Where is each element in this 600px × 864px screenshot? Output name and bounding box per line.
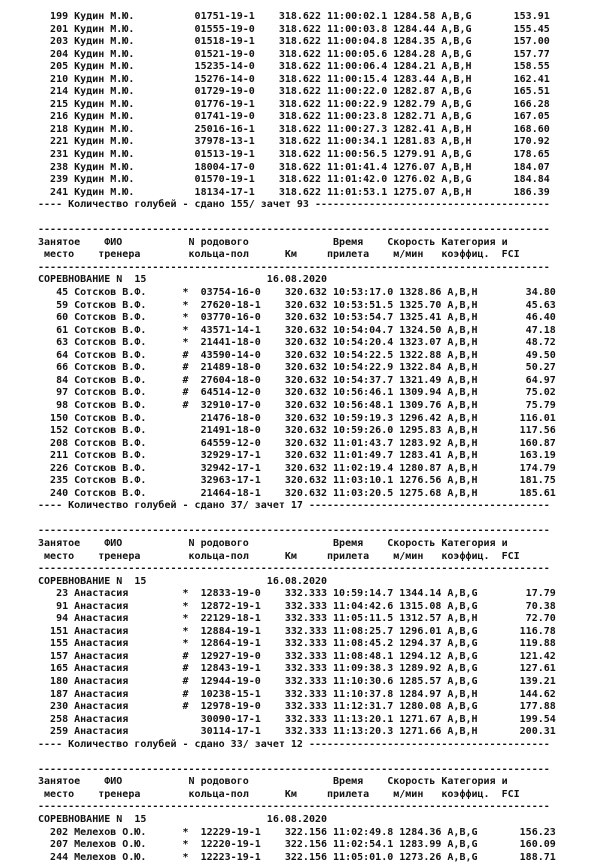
document-line (32, 212, 600, 225)
document-line: 216 Кудин М.Ю. 01741-19-0 318.622 11:00:23.8 1282.71 A,B,G 167.05 (32, 111, 550, 123)
document-line: 210 Кудин М.Ю. 15276-14-0 318.622 11:00:15.4 1283.44 A,B,H 162.41 (32, 73, 550, 85)
document-line: 241 Кудин М.Ю. 18134-17-1 318.622 11:01:53.1 1275.07 A,B,H 186.39 (32, 186, 550, 198)
document-line: 205 Кудин М.Ю. 15235-14-0 318.622 11:00:06.4 1284.21 A,B,H 158.55 (32, 61, 550, 73)
document-line: СОРЕВНОВАНИЕ N 15 16.08.2020 (32, 575, 328, 587)
document-line: 61 Сотсков В.Ф. * 43571-14-1 320.632 10:54:04.7 1324.50 A,B,H 47.18 (32, 324, 556, 336)
document-line: место тренера кольца-пол Км прилета м/мин коэффиц. FCI (32, 550, 520, 562)
document-line: 66 Сотсков В.Ф. # 21489-18-0 320.632 10:54:22.9 1322.84 A,B,H 50.27 (32, 362, 556, 374)
document-line: 155 Анастасия * 12864-19-1 332.333 11:08:45.2 1294.37 A,B,G 119.88 (32, 638, 556, 650)
document-line: ------------------------------------------------------------------------------------- (32, 261, 550, 273)
document-line: 59 Сотсков В.Ф. * 27620-18-1 320.632 10:53:51.5 1325.70 A,B,H 45.63 (32, 299, 556, 311)
document-line: Занятое ФИО N родового Время Скорость Категория и (32, 776, 508, 788)
document-line: место тренера кольца-пол Км прилета м/мин коэффиц. FCI (32, 788, 520, 800)
document-line: 238 Кудин М.Ю. 18004-17-0 318.622 11:01:41.4 1276.07 A,B,H 184.07 (32, 161, 550, 173)
document-line: 91 Анастасия * 12872-19-1 332.333 11:04:42.6 1315.08 A,B,G 70.38 (32, 600, 556, 612)
document-line: 187 Анастасия # 10238-15-1 332.333 11:10:37.8 1284.97 A,B,H 144.62 (32, 688, 556, 700)
document-line: ---- Количество голубей - сдано 155/ зачет 93 --------------------------------------- (32, 199, 550, 211)
document-line: 202 Мелехов О.Ю. * 12229-19-1 322.156 11:02:49.8 1284.36 A,B,G 156.23 (32, 826, 556, 838)
document-line: 230 Анастасия # 12978-19-0 332.333 11:12:31.7 1280.08 A,B,G 177.88 (32, 701, 556, 713)
document-line: 203 Кудин М.Ю. 01518-19-1 318.622 11:00:04.8 1284.35 A,B,G 157.00 (32, 36, 550, 48)
document-line: 60 Сотсков В.Ф. * 03770-16-0 320.632 10:53:54.7 1325.41 A,B,H 46.40 (32, 312, 556, 324)
document-line: 231 Кудин М.Ю. 01513-19-1 318.622 11:00:56.5 1279.91 A,B,G 178.65 (32, 149, 550, 161)
document-line: 97 Сотсков В.Ф. # 64514-12-0 320.632 10:56:46.1 1309.94 A,B,H 75.02 (32, 387, 556, 399)
document-line: ------------------------------------------------------------------------------------- (32, 563, 550, 575)
document-line: 84 Сотсков В.Ф. # 27604-18-0 320.632 10:54:37.7 1321.49 A,B,H 64.97 (32, 374, 556, 386)
document-line: 211 Сотсков В.Ф. 32929-17-1 320.632 11:01:49.7 1283.41 A,B,H 163.19 (32, 450, 556, 462)
document-line: ------------------------------------------------------------------------------------- (32, 525, 550, 537)
document-line: 98 Сотсков В.Ф. # 32910-17-0 320.632 10:56:48.1 1309.76 A,B,H 75.79 (32, 399, 556, 411)
document-line: 64 Сотсков В.Ф. # 43590-14-0 320.632 10:54:22.5 1322.88 A,B,H 49.50 (32, 349, 556, 361)
document-line: 226 Сотсков В.Ф. 32942-17-1 320.632 11:02:19.4 1280.87 A,B,H 174.79 (32, 462, 556, 474)
document-line: 199 Кудин М.Ю. 01751-19-1 318.622 11:00:02.1 1284.58 A,B,G 153.91 (32, 11, 550, 22)
document-line: ---- Количество голубей - сдано 37/ зачет 17 ---------------------------------------- (32, 500, 550, 512)
document-line: СОРЕВНОВАНИЕ N 15 16.08.2020 (32, 274, 328, 286)
document-line: 214 Кудин М.Ю. 01729-19-0 318.622 11:00:22.0 1282.87 A,B,G 165.51 (32, 86, 550, 98)
document-line: 235 Сотсков В.Ф. 32963-17-1 320.632 11:03:10.1 1276.56 A,B,H 181.75 (32, 475, 556, 487)
document-line: 45 Сотсков В.Ф. * 03754-16-0 320.632 10:53:17.0 1328.86 A,B,H 34.80 (32, 287, 556, 299)
document-line: Занятое ФИО N родового Время Скорость Категория и (32, 236, 508, 248)
document-line: 259 Анастасия 30114-17-1 332.333 11:13:20.3 1271.66 A,B,H 200.31 (32, 726, 556, 738)
document-line: 157 Анастасия # 12927-19-0 332.333 11:08:48.1 1294.12 A,B,G 121.42 (32, 650, 556, 662)
document-line: ------------------------------------------------------------------------------------- (32, 224, 550, 236)
document-line: ------------------------------------------------------------------------------------- (32, 763, 550, 775)
document-line: 240 Сотсков В.Ф. 21464-18-1 320.632 11:03:20.5 1275.68 A,B,H 185.61 (32, 487, 556, 499)
document-line: 180 Анастасия # 12944-19-0 332.333 11:10:30.6 1285.57 A,B,G 139.21 (32, 675, 556, 687)
document-line: 244 Мелехов О.Ю. * 12223-19-1 322.156 11:05:01.0 1273.26 A,B,G 188.71 (32, 851, 556, 863)
document-line: 150 Сотсков В.Ф. 21476-18-0 320.632 10:59:19.3 1296.42 A,B,H 116.01 (32, 412, 556, 424)
document-line: ---- Количество голубей - сдано 33/ зачет 12 ---------------------------------------- (32, 738, 550, 750)
document-line: 201 Кудин М.Ю. 01555-19-0 318.622 11:00:03.8 1284.44 A,B,G 155.45 (32, 23, 550, 35)
document-line: 215 Кудин М.Ю. 01776-19-1 318.622 11:00:22.9 1282.79 A,B,G 166.28 (32, 98, 550, 110)
document-line: ------------------------------------------------------------------------------------- (32, 801, 550, 813)
document-line: 151 Анастасия * 12884-19-1 332.333 11:08:25.7 1296.01 A,B,G 116.78 (32, 625, 556, 637)
document-line: 218 Кудин М.Ю. 25016-16-1 318.622 11:00:27.3 1282.41 A,B,H 168.60 (32, 123, 550, 135)
document-line: 204 Кудин М.Ю. 01521-19-0 318.622 11:00:05.6 1284.28 A,B,G 157.77 (32, 48, 550, 60)
document-line: 207 Мелехов О.Ю. * 12220-19-1 322.156 11:02:54.1 1283.99 A,B,G 160.09 (32, 839, 556, 851)
document-line: 258 Анастасия 30090-17-1 332.333 11:13:20.1 1271.67 A,B,H 199.54 (32, 713, 556, 725)
document-line: 23 Анастасия * 12833-19-0 332.333 10:59:14.7 1344.14 A,B,G 17.79 (32, 588, 556, 600)
document-line (32, 751, 600, 764)
document-line: 165 Анастасия # 12843-19-1 332.333 11:09:38.3 1289.92 A,B,G 127.61 (32, 663, 556, 675)
document-line: Занятое ФИО N родового Время Скорость Категория и (32, 537, 508, 549)
document-line: 221 Кудин М.Ю. 37978-13-1 318.622 11:00:34.1 1281.83 A,B,H 170.92 (32, 136, 550, 148)
document-line: 94 Анастасия * 22129-18-1 332.333 11:05:11.5 1312.57 A,B,H 72.70 (32, 613, 556, 625)
document-line: место тренера кольца-пол Км прилета м/мин коэффиц. FCI (32, 249, 520, 261)
document-line (32, 513, 600, 526)
document-line: 239 Кудин М.Ю. 01570-19-1 318.622 11:01:42.0 1276.02 A,B,G 184.84 (32, 174, 550, 186)
document-line: СОРЕВНОВАНИЕ N 15 16.08.2020 (32, 814, 328, 825)
document-line: 152 Сотсков В.Ф. 21491-18-0 320.632 10:59:26.0 1295.83 A,B,H 117.56 (32, 425, 556, 437)
document-line: 63 Сотсков В.Ф. * 21441-18-0 320.632 10:54:20.4 1323.07 A,B,H 48.72 (32, 337, 556, 349)
document-line: 208 Сотсков В.Ф. 64559-12-0 320.632 11:01:43.7 1283.92 A,B,H 160.87 (32, 437, 556, 449)
